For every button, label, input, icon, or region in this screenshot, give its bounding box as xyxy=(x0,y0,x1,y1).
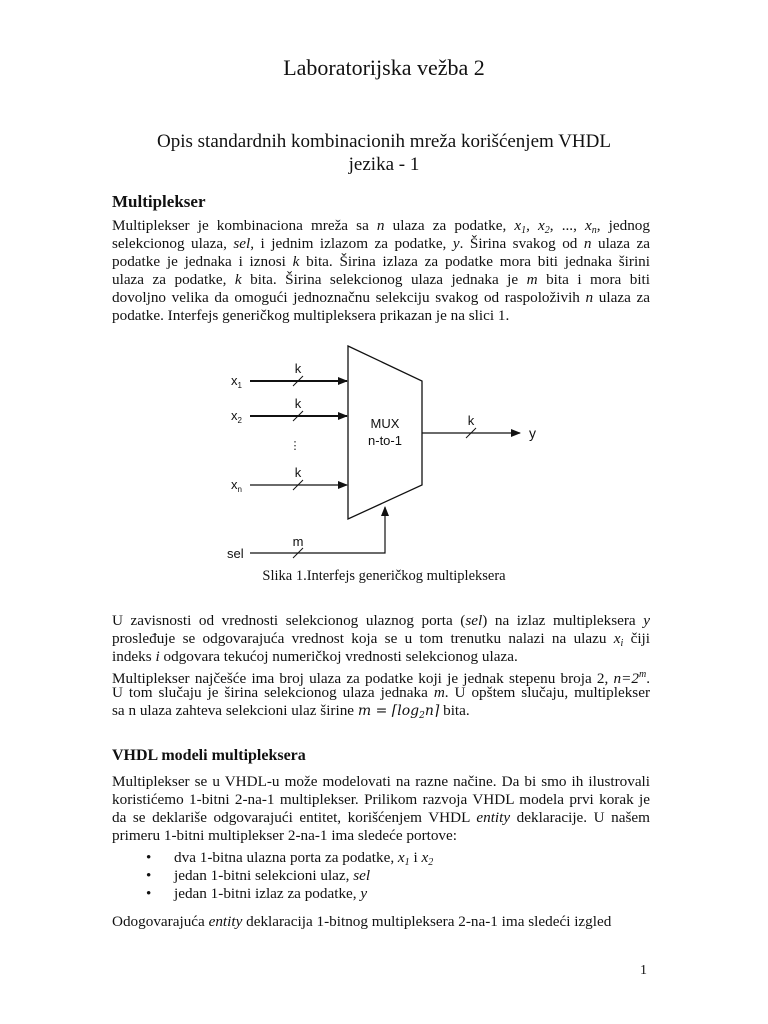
text-run: entity xyxy=(208,913,243,930)
text-run: ) na izlaz multipleksera xyxy=(482,612,644,629)
input-x1-width: k xyxy=(294,361,302,376)
text-line xyxy=(112,630,650,648)
text-run: selekcionog ulaza, xyxy=(112,235,234,252)
text-run: sel xyxy=(233,235,251,252)
text-run: sel xyxy=(465,612,483,629)
text-run: bita. Širina izlaza za podatke mora biti jednaka širini xyxy=(299,253,650,270)
text-run: , jednog xyxy=(596,217,650,234)
text-run: n xyxy=(591,225,597,236)
mux-label: MUX xyxy=(370,416,400,431)
bullet-icon: • xyxy=(146,867,152,884)
page-number: 1 xyxy=(640,963,647,978)
text-run: odgovara tekućoj numeričkoj vrednosti selekcionog ulaza. xyxy=(159,648,518,665)
text-run: podatke. Interfejs generičkog multipleksera prikazan je na slici 1. xyxy=(112,307,510,324)
figure-caption: Slika 1.Interfejs generičkog multipleksera xyxy=(262,568,506,584)
text-line xyxy=(112,827,650,845)
text-run: 1 xyxy=(521,225,527,236)
text-run: sa n ulaza zahteva selekcioni ulaz širine xyxy=(112,702,358,719)
text-run: Multiplekser najčešće ima broj ulaza za podatke koji je jednak stepenu broja 2, xyxy=(112,670,614,687)
text-run: 2 xyxy=(419,711,425,721)
text-run: bita i mora biti xyxy=(537,271,650,288)
output-y-label: y xyxy=(529,425,536,441)
text-line xyxy=(112,648,650,666)
inputs-ellipsis: ⋮ xyxy=(289,440,301,452)
paragraph-intro xyxy=(112,217,650,325)
text-run: prosleđuje se odgovarajuća vrednost koja se u tom trenutku nalazi na ulazu xyxy=(112,630,614,647)
text-run: i xyxy=(620,638,624,649)
mux-diagram xyxy=(220,340,550,565)
text-run: , i jednim izlazom za podatke, xyxy=(250,235,453,252)
text-run: i xyxy=(155,648,160,665)
input-x2-label: $x_2$ xyxy=(231,408,242,425)
text-run: . Širina svakog od xyxy=(459,235,584,252)
section-heading-multiplekser: Multiplekser xyxy=(112,192,206,211)
text-run: ulaza za xyxy=(591,235,650,252)
text-run: n xyxy=(583,235,592,252)
text-run: m xyxy=(526,271,538,288)
text-run: Multiplekser je kombinaciona mreža sa xyxy=(112,217,377,234)
port-list xyxy=(148,849,433,903)
input-x1-label: $x_1$ xyxy=(231,373,242,390)
text-run: ulaza za xyxy=(593,289,650,306)
document-title: Laboratorijska vežba 2 xyxy=(283,55,485,80)
text-line xyxy=(112,666,650,687)
text-run: x xyxy=(538,217,545,234)
select-label: sel xyxy=(227,546,244,561)
text-run: k xyxy=(234,271,242,288)
text-line xyxy=(112,235,650,253)
text-run: Multiplekser se u VHDL-u može modelovati na razne načine. Da bi smo ih ilustrovali xyxy=(112,773,650,790)
text-run: ulaza za podatke, xyxy=(112,271,235,288)
text-run: bita. Širina selekcionog ulaza jednaka je xyxy=(241,271,527,288)
paragraph-selection xyxy=(112,612,650,666)
text-run: entity xyxy=(476,809,511,826)
text-run: y xyxy=(360,885,368,902)
text-run: 2 xyxy=(428,857,434,868)
text-run: x xyxy=(421,849,429,866)
text-line xyxy=(112,289,650,307)
text-run: Odogovarajuća xyxy=(112,913,209,930)
document-subtitle-line-1: Opis standardnih kombinacionih mreža korišćenjem VHDL xyxy=(157,131,611,152)
select-line xyxy=(250,507,385,553)
list-item xyxy=(148,885,433,903)
text-run: dva 1-bitna ulazna porta za podatke, xyxy=(174,849,398,866)
text-run: n=2 xyxy=(613,670,639,687)
text-run: x xyxy=(397,849,405,866)
text-run: deklaracija 1-bitnog multipleksera 2-na-1 ima sledeći izgled xyxy=(242,913,612,930)
list-item xyxy=(148,867,433,885)
text-run: n xyxy=(376,217,385,234)
text-run: koristićemo 1-bitni 2-na-1 multiplekser. Prilikom razvoja VHDL modela prvi korak je xyxy=(112,791,650,808)
text-run: k xyxy=(292,253,300,270)
bullet-icon: • xyxy=(146,885,152,902)
text-run: čiji xyxy=(623,630,650,647)
list-item xyxy=(148,849,433,867)
text-run: . U opštem slučaju, multiplekser xyxy=(444,684,650,701)
text-run: m xyxy=(433,684,445,701)
section-heading-vhdl-models: VHDL modeli multipleksera xyxy=(112,747,306,764)
text-run: indeks xyxy=(112,648,156,665)
text-run: m xyxy=(638,669,647,680)
text-run: y xyxy=(452,235,460,252)
text-line xyxy=(112,271,650,289)
text-line xyxy=(112,684,650,702)
paragraph-input-count xyxy=(112,666,650,720)
text-run: x xyxy=(514,217,522,234)
text-run: bita. xyxy=(439,702,470,719)
text-run: m = ⌈log xyxy=(357,703,420,719)
text-run: . xyxy=(646,670,650,687)
input-x2-width: k xyxy=(294,396,302,411)
bullet-icon: • xyxy=(146,849,152,866)
text-line xyxy=(112,253,650,271)
input-xn-width: k xyxy=(294,465,302,480)
text-run: primeru 1-bitni multiplekser 2-na-1 ima sledeće portove: xyxy=(112,827,457,844)
text-run: U zavisnosti od vrednosti selekcionog ulaznog porta ( xyxy=(112,612,466,629)
text-run: x xyxy=(585,217,592,234)
text-line xyxy=(112,809,650,827)
input-xn-label: $x_n$ xyxy=(231,477,242,494)
text-run: 2 xyxy=(544,225,550,236)
text-run: jedan 1-bitni selekcioni ulaz, xyxy=(174,867,354,884)
select-width: m xyxy=(292,534,304,549)
text-run: , ..., xyxy=(549,217,585,234)
output-y-width: k xyxy=(467,413,475,428)
text-run: sel xyxy=(353,867,371,884)
text-line xyxy=(112,791,650,809)
text-run: deklaracije. U našem xyxy=(510,809,650,826)
text-run: podatke je jednaka i iznosi xyxy=(112,253,293,270)
text-run: , xyxy=(526,217,539,234)
text-line xyxy=(112,307,650,325)
mux-sublabel: n-to-1 xyxy=(368,433,402,448)
text-line xyxy=(112,612,650,630)
text-line xyxy=(112,773,650,791)
text-run: dovoljno velika da omogući jednoznačnu selekciju svakog od raspoloživih xyxy=(112,289,586,306)
text-run: n⌉ xyxy=(424,703,440,719)
text-run: n xyxy=(585,289,594,306)
text-run: y xyxy=(643,612,650,629)
document-subtitle-line-2: jezika - 1 xyxy=(348,154,420,175)
text-line xyxy=(112,217,650,235)
text-run: ulaza za podatke, xyxy=(384,217,515,234)
text-line xyxy=(112,913,650,931)
paragraph-entity-intro xyxy=(112,913,650,931)
paragraph-vhdl-intro xyxy=(112,773,650,845)
text-run: da se deklariše odgovarajući entitet, korišćenjem VHDL xyxy=(112,809,477,826)
text-run: 1 xyxy=(404,857,410,868)
text-run: jedan 1-bitni izlaz za podatke, xyxy=(174,885,361,902)
text-line xyxy=(112,702,650,720)
text-run: i xyxy=(409,849,422,866)
text-run: x xyxy=(613,630,621,647)
text-run: U tom slučaju je širina selekcionog ulaza jednaka xyxy=(112,684,434,701)
